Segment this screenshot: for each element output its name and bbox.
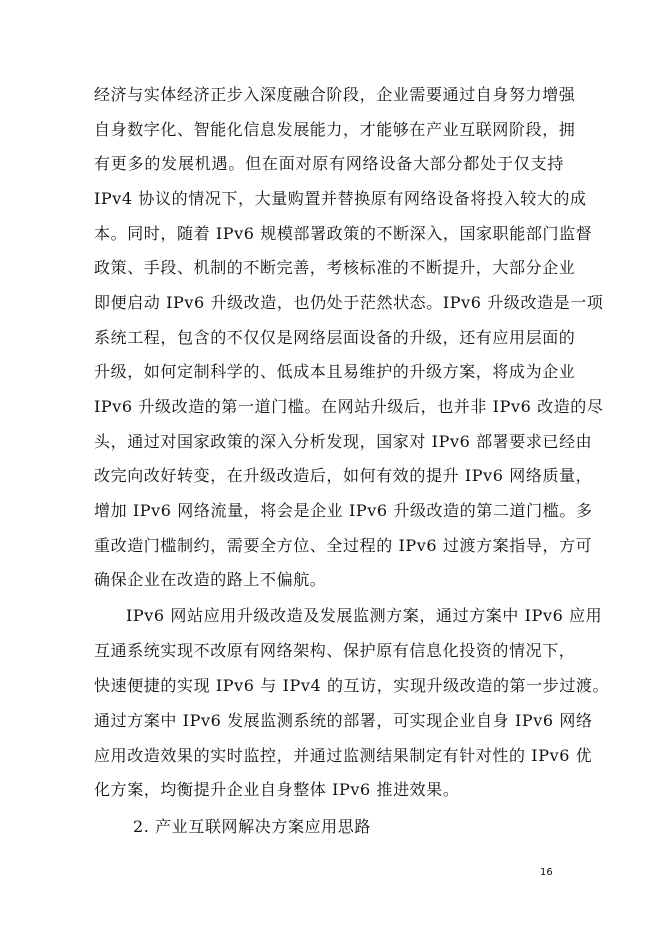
paragraph-1-line-3: 有更多的发展机遇。但在面对原有网络设备大部分都处于仅支持 bbox=[94, 154, 564, 173]
paragraph-2-line-1: IPv6 网站应用升级改造及发展监测方案，通过方案中 IPv6 应用 bbox=[126, 606, 603, 625]
paragraph-2-line-2: 互通系统实现不改原有网络架构、保护原有信息化投资的情况下， bbox=[94, 641, 576, 660]
paragraph-1-line-10: IPv6 升级改造的第一道门槛。在网站升级后，也并非 IPv6 改造的尽 bbox=[94, 397, 604, 416]
paragraph-1-line-12: 改完向改好转变，在升级改造后，如何有效的提升 IPv6 网络质量， bbox=[94, 466, 593, 485]
paragraph-1-line-15: 确保企业在改造的路上不偏航。 bbox=[94, 570, 327, 589]
paragraph-1-line-14: 重改造门槛制约，需要全方位、全过程的 IPv6 过渡方案指导，方可 bbox=[94, 536, 593, 555]
paragraph-1-line-4: IPv4 协议的情况下，大量购置并替换原有网络设备将投入较大的成 bbox=[94, 189, 587, 208]
paragraph-2-line-3: 快速便捷的实现 IPv6 与 IPv4 的互访，实现升级改造的第一步过渡。 bbox=[94, 676, 610, 695]
paragraph-1-line-11: 头，通过对国家政策的深入分析发现，国家对 IPv6 部署要求已经由 bbox=[94, 432, 593, 451]
section-heading: 2. 产业互联网解决方案应用思路 bbox=[133, 817, 371, 836]
paragraph-1-line-8: 系统工程，包含的不仅仅是网络层面设备的升级，还有应用层面的 bbox=[94, 328, 576, 347]
paragraph-1-line-7: 即便启动 IPv6 升级改造，也仍处于茫然状态。IPv6 升级改造是一项 bbox=[94, 293, 604, 312]
page-number: 16 bbox=[540, 867, 553, 878]
paragraph-1-line-6: 政策、手段、机制的不断完善，考核标准的不断提升，大部分企业 bbox=[94, 258, 576, 277]
paragraph-1-line-5: 本。同时，随着 IPv6 规模部署政策的不断深入，国家职能部门监督 bbox=[94, 224, 593, 243]
paragraph-1-line-9: 升级，如何定制科学的、低成本且易维护的升级方案，将成为企业 bbox=[94, 362, 576, 381]
paragraph-2-line-4: 通过方案中 IPv6 发展监测系统的部署，可实现企业自身 IPv6 网络 bbox=[94, 711, 593, 730]
paragraph-2-line-5: 应用改造效果的实时监控，并通过监测结果制定有针对性的 IPv6 优 bbox=[94, 746, 593, 765]
paragraph-1-line-13: 增加 IPv6 网络流量，将会是企业 IPv6 升级改造的第二道门槛。多 bbox=[94, 501, 593, 520]
paragraph-1-line-1: 经济与实体经济正步入深度融合阶段，企业需要通过自身努力增强 bbox=[94, 85, 576, 104]
paragraph-1-line-2: 自身数字化、智能化信息发展能力，才能够在产业互联网阶段，拥 bbox=[94, 120, 576, 139]
paragraph-2-line-6: 化方案，均衡提升企业自身整体 IPv6 推进效果。 bbox=[94, 780, 460, 799]
